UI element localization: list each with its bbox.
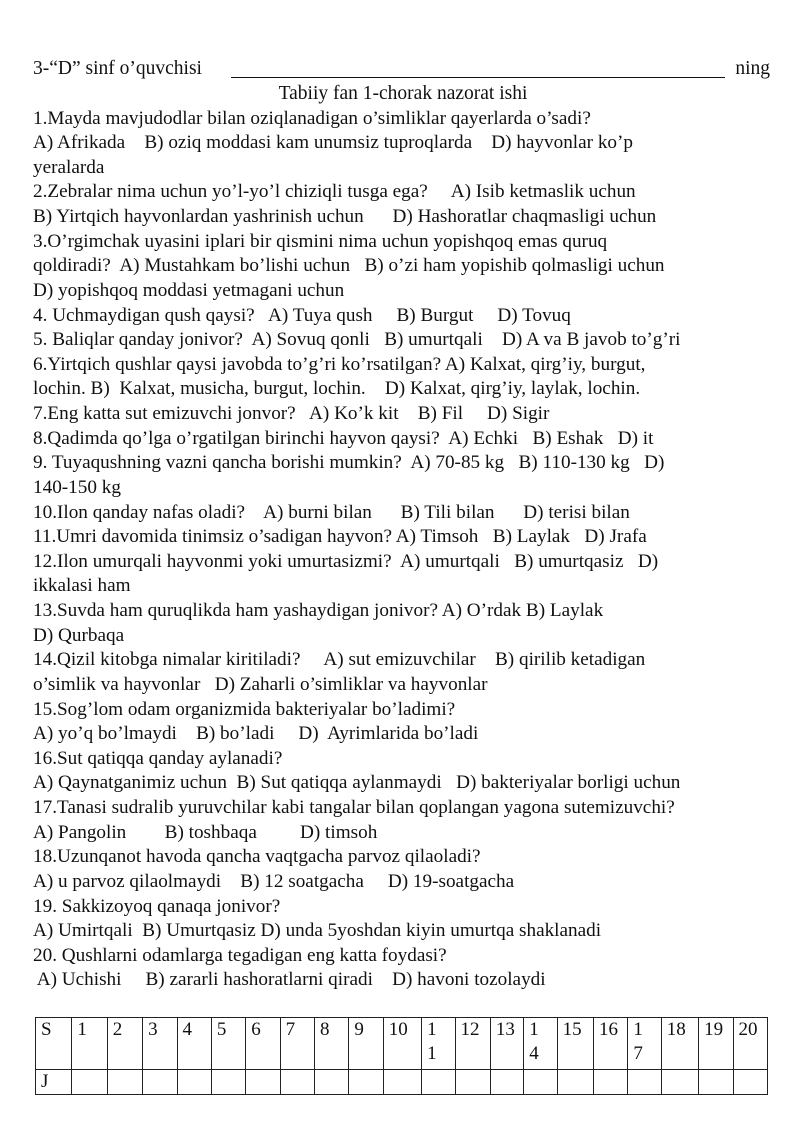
- answer-cell[interactable]: [594, 1070, 628, 1095]
- text-line: 3.O’rgimchak uyasini iplari bir qismini nima uchun yopishqoq emas quruq: [33, 230, 608, 252]
- text-line: 2.Zebralar nima uchun yo’l-yo’l chiziqli tusga ega? A) Isib ketmaslik uchun: [33, 181, 636, 203]
- answer-cell[interactable]: [661, 1070, 698, 1095]
- text-line: 7.Eng katta sut emizuvchi jonvor? A) Ko’k kit B) Fil D) Sigir: [33, 403, 550, 425]
- student-name-line: [33, 56, 773, 82]
- text-line: 14.Qizil kitobga nimalar kiritiladi? A) sut emizuvchilar B) qirilib ketadigan: [33, 649, 646, 671]
- answer-cell[interactable]: [107, 1070, 142, 1095]
- text-line: 4. Uchmaydigan qush qaysi? A) Tuya qush B) Burgut D) Tovuq: [33, 304, 571, 326]
- text-line: o’simlik va hayvonlar D) Zaharli o’simliklar va hayvonlar: [33, 673, 488, 695]
- text-line: 1.Mayda mavjudodlar bilan oziqlanadigan o’simliklar qayerlarda o’sadi?: [33, 107, 591, 129]
- text-line: qoldiradi? A) Mustahkam bo’lishi uchun B) o’zi ham yopishib qolmasligi uchun: [33, 255, 665, 277]
- text-line: 9. Tuyaqushning vazni qancha borishi mumkin? A) 70-85 kg B) 110-130 kg D): [33, 452, 665, 474]
- answer-cell[interactable]: [557, 1070, 593, 1095]
- question-number-cell: 1: [72, 1018, 107, 1070]
- question-number-cell: 4: [177, 1018, 211, 1070]
- question-number-cell: [628, 1018, 661, 1070]
- question-number-cell: 9: [349, 1018, 383, 1070]
- text-line: A) Uchishi B) zararli hashoratlarni qiradi D) havoni tozolaydi: [33, 969, 546, 991]
- question-number-cell: 10: [383, 1018, 421, 1070]
- question-number-cell: 8: [315, 1018, 349, 1070]
- text-line: D) Qurbaqa: [33, 624, 125, 646]
- answer-cell[interactable]: [72, 1070, 107, 1095]
- worksheet-title: Tabiiy fan 1-chorak nazorat ishi: [278, 83, 528, 104]
- text-line: 10.Ilon qanday nafas oladi? A) burni bilan B) Tili bilan D) terisi bilan: [33, 501, 630, 523]
- answer-cell[interactable]: [349, 1070, 383, 1095]
- text-line: 16.Sut qatiqqa qanday aylanadi?: [33, 747, 283, 769]
- text-line: 8.Qadimda qo’lga o’rgatilgan birinchi hayvon qaysi? A) Echki B) Eshak D) it: [33, 427, 654, 449]
- text-line: A) Qaynatganimiz uchun B) Sut qatiqqa aylanmaydi D) bakteriyalar borligi uchun: [33, 772, 681, 794]
- question-number-cell: 6: [246, 1018, 280, 1070]
- name-suffix: ning: [735, 58, 770, 79]
- answer-table-answer-row: [36, 1070, 768, 1095]
- question-number-digit: 4: [529, 1043, 539, 1064]
- answer-cell[interactable]: [143, 1070, 177, 1095]
- question-number-cell: 20: [733, 1018, 767, 1070]
- question-number-cell: 16: [594, 1018, 628, 1070]
- text-line: A) Pangolin B) toshbaqa D) timsoh: [33, 821, 378, 843]
- question-number-cell: [422, 1018, 455, 1070]
- question-number-digit: 1: [427, 1043, 437, 1064]
- text-line: 20. Qushlarni odamlarga tegadigan eng katta foydasi?: [33, 944, 447, 966]
- answer-cell[interactable]: [524, 1070, 557, 1095]
- answer-cell[interactable]: [628, 1070, 661, 1095]
- answer-cell[interactable]: [280, 1070, 314, 1095]
- text-line: lochin. B) Kalxat, musicha, burgut, lochin. D) Kalxat, qirg’iy, laylak, lochin.: [33, 378, 641, 400]
- answer-cell[interactable]: [211, 1070, 245, 1095]
- answer-cell[interactable]: [246, 1070, 280, 1095]
- answer-table: [35, 1017, 768, 1095]
- text-line: ikkalasi ham: [33, 575, 131, 597]
- question-number-cell: 19: [699, 1018, 733, 1070]
- question-number-cell: 7: [280, 1018, 314, 1070]
- question-number-digit: 1: [427, 1019, 437, 1040]
- answer-cell[interactable]: [383, 1070, 421, 1095]
- question-number-cell: 5: [211, 1018, 245, 1070]
- question-number-cell: 13: [490, 1018, 523, 1070]
- question-number-cell: 15: [557, 1018, 593, 1070]
- answer-cell[interactable]: [422, 1070, 455, 1095]
- name-blank: [231, 77, 725, 78]
- answer-table-number-row: [36, 1018, 768, 1070]
- question-number-digit: 1: [529, 1019, 539, 1040]
- text-line: 15.Sog’lom odam organizmida bakteriyalar bo’ladimi?: [33, 698, 456, 720]
- question-number-digit: 7: [633, 1043, 643, 1064]
- text-line: A) u parvoz qilaolmaydi B) 12 soatgacha D) 19-soatgacha: [33, 870, 515, 892]
- worksheet: [33, 56, 773, 993]
- class-label: 3-“D” sinf o’quvchisi: [33, 58, 202, 79]
- question-number-cell: [524, 1018, 557, 1070]
- answer-cell[interactable]: [490, 1070, 523, 1095]
- text-line: 11.Umri davomida tinimsiz o’sadigan hayvon? A) Timsoh B) Laylak D) Jrafa: [33, 526, 647, 548]
- row-label-s: S: [36, 1018, 72, 1070]
- text-line: 12.Ilon umurqali hayvonmi yoki umurtasizmi? A) umurtqali B) umurtqasiz D): [33, 550, 659, 572]
- text-line: 19. Sakkizoyoq qanaqa jonivor?: [33, 895, 281, 917]
- row-label-j: J: [36, 1070, 72, 1095]
- question-number-cell: 18: [661, 1018, 698, 1070]
- text-line: 6.Yirtqich qushlar qaysi javobda to’g’ri ko’rsatilgan? A) Kalxat, qirg’iy, burgut,: [33, 353, 646, 375]
- answer-cell[interactable]: [455, 1070, 490, 1095]
- text-line: A) yo’q bo’lmaydi B) bo’ladi D) Ayrimlarida bo’ladi: [33, 723, 479, 745]
- questions: [33, 107, 773, 994]
- question-number-digit: 1: [633, 1019, 643, 1040]
- text-line: 140-150 kg: [33, 476, 121, 498]
- answer-cell[interactable]: [699, 1070, 733, 1095]
- text-line: 5. Baliqlar qanday jonivor? A) Sovuq qonli B) umurtqali D) A va B javob to’g’ri: [33, 329, 681, 351]
- question-number-cell: 12: [455, 1018, 490, 1070]
- question-number-cell: 2: [107, 1018, 142, 1070]
- text-line: D) yopishqoq moddasi yetmagani uchun: [33, 279, 345, 301]
- text-line: 18.Uzunqanot havoda qancha vaqtgacha parvoz qilaoladi?: [33, 846, 481, 868]
- text-line: A) Umirtqali B) Umurtqasiz D) unda 5yoshdan kiyin umurtqa shaklanadi: [33, 920, 602, 942]
- answer-cell[interactable]: [733, 1070, 767, 1095]
- question-number-cell: 3: [143, 1018, 177, 1070]
- answer-cell[interactable]: [315, 1070, 349, 1095]
- answer-cell[interactable]: [177, 1070, 211, 1095]
- text-line: B) Yirtqich hayvonlardan yashrinish uchun D) Hashoratlar chaqmasligi uchun: [33, 206, 657, 228]
- text-line: yeralarda: [33, 156, 105, 178]
- text-line: A) Afrikada B) oziq moddasi kam unumsiz tuproqlarda D) hayvonlar ko’p: [33, 132, 634, 154]
- text-line: 17.Tanasi sudralib yuruvchilar kabi tangalar bilan qoplangan yagona sutemizuvchi?: [33, 797, 675, 819]
- text-line: 13.Suvda ham quruqlikda ham yashaydigan jonivor? A) O’rdak B) Laylak: [33, 600, 604, 622]
